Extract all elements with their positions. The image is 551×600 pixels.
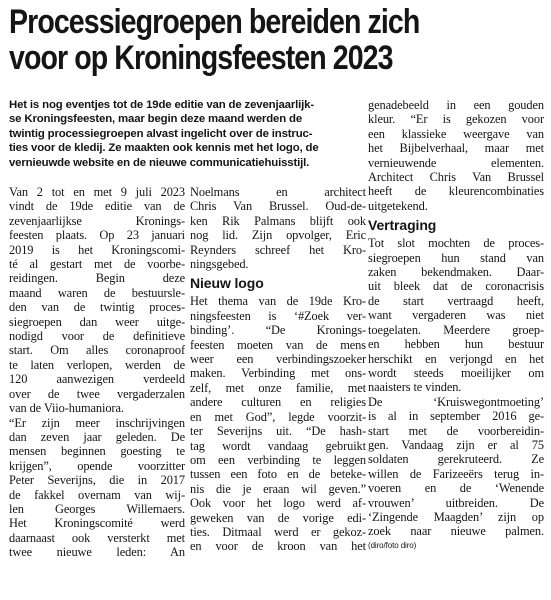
body-line: reidingen. Begin deze xyxy=(9,271,185,286)
article-column-2 xyxy=(190,185,366,554)
body-line: tag wordt vandaag gebruikt xyxy=(190,438,366,453)
body-line: vindt de 19de editie van de xyxy=(9,199,185,214)
body-line: dan zeven jaar geleden. De xyxy=(9,429,185,444)
body-line: “Er zijn meer inschrijvingen xyxy=(9,415,185,430)
body-line: Architect Chris Van Brussel xyxy=(368,170,544,185)
lead-line: se Kroningsfeesten, maar begin deze maand werden de xyxy=(9,113,303,126)
body-line: maken. Verbinding met ons- xyxy=(190,366,366,381)
body-line: binding’. “De Kronings- xyxy=(190,323,366,338)
body-line: herschikt en verjongd en het xyxy=(368,351,544,366)
body-line: twee nieuwe leden: An xyxy=(9,545,185,560)
body-line: Ook voor het logo werd af- xyxy=(190,496,366,511)
body-line: Van 2 tot en met 9 juli 2023 xyxy=(9,185,185,199)
body-line: len Georges Willemaers. xyxy=(9,501,185,516)
body-line: en met God”, legde voorzit- xyxy=(190,409,366,424)
body-line: tussen een foto en de beteke- xyxy=(190,467,366,482)
body-line: té al gestart met de voorbe- xyxy=(9,257,185,272)
article-headline xyxy=(9,4,463,76)
body-line: naaisters te vinden. xyxy=(368,380,462,395)
body-line: Het thema van de 19de Kro- xyxy=(190,294,366,309)
body-line: Noelmans en architect xyxy=(190,185,366,199)
article-lead xyxy=(9,98,359,170)
body-line: is al in september 2016 ge- xyxy=(368,409,544,424)
body-line: andere culturen en religies xyxy=(190,395,366,410)
body-line: Tot slot mochten de proces- xyxy=(368,236,544,251)
body-line: te laten verlopen, werden de xyxy=(9,357,185,372)
body-line: siegroepen dan weer uitge- xyxy=(9,314,185,329)
subheading-vertraging: Vertraging xyxy=(368,217,437,234)
body-line: ken Rik Palmans blijft ook xyxy=(190,213,366,228)
body-line: vrouwen’ uitbreiden. De xyxy=(368,495,544,510)
body-line: feesten moeten van de mens xyxy=(190,337,366,352)
body-line: De ‘Kruiswegontmoeting’ xyxy=(368,394,544,409)
body-line: willen de Farizeeërs terug in- xyxy=(368,466,544,481)
body-line: geweken van de vorige edi- xyxy=(190,510,366,525)
body-line: daarnaast ook versterkt met xyxy=(9,530,185,545)
body-line: van de Viio-humaniora. xyxy=(9,401,124,416)
body-line: ties. Ditmaal werd er gekoz- xyxy=(190,524,366,539)
body-line: Peter Severijns, die in 2017 xyxy=(9,473,185,488)
body-line: 120 aanwezigen verdeeld xyxy=(9,372,185,387)
body-line: een klassieke weergave van xyxy=(368,126,544,141)
body-line: ningsfeesten is ‘#Zoek ver- xyxy=(190,308,366,323)
body-line: vernieuwende elementen. xyxy=(368,155,544,170)
body-line: nog lid. Zijn opvolger, Eric xyxy=(190,228,366,243)
body-line: ter Severijns uit. “De hash- xyxy=(190,424,366,439)
lead-line: twintig processiegroepen alvast ingelicht over de instruc- xyxy=(9,127,313,140)
body-line: en voor de kroon van het xyxy=(190,539,366,554)
body-line: kleur. “Er is gekozen voor xyxy=(368,112,544,127)
body-line: Reynders schreef het Kro- xyxy=(190,242,366,257)
body-line: uitgetekend. xyxy=(368,198,428,213)
body-line: de fakkel overnam van wij- xyxy=(9,487,185,502)
body-line: weer een verbindingszoeker xyxy=(190,352,366,367)
body-line: voeren en de ‘Wenende xyxy=(368,481,544,496)
body-line: want vergaderen was niet xyxy=(368,308,544,323)
body-line: om een verbinding te leggen xyxy=(190,452,366,467)
body-line: heeft de kleurencombinaties xyxy=(368,184,544,199)
body-line: 2019 is het Kroningscomi- xyxy=(9,242,185,257)
headline-line: voor op Kroningsfeesten 2023 xyxy=(9,39,393,77)
body-line: krijgen”, opende voorzitter xyxy=(9,458,185,473)
body-line: gen. Vandaag zijn er al 75 xyxy=(368,437,544,452)
body-line: uit bleek dat de coronacrisis xyxy=(368,279,544,294)
body-line: nodigd voor de definitieve xyxy=(9,329,185,344)
body-line: siegroepen hun stand van xyxy=(368,250,544,265)
body-line: het Bijbelverhaal, maar met xyxy=(368,141,544,156)
lead-line: vernieuwde website en de nieuwe communicatiehuisstijl. xyxy=(9,156,310,169)
article-column-1 xyxy=(9,185,185,560)
body-line: soldaten gerekruteerd. Ze xyxy=(368,452,544,467)
body-line: zaken bekendmaken. Daar- xyxy=(368,265,544,280)
body-line: nis die je eraan wil geven.” xyxy=(190,481,366,496)
lead-line: ties voor de kledij. Ze maakten ook kennis met het logo, de xyxy=(9,142,319,155)
body-line: feesten plaats. Op 23 januari xyxy=(9,228,185,243)
subheading-nieuw-logo: Nieuw logo xyxy=(190,275,264,292)
body-line: zevenjaarlijkse Kronings- xyxy=(9,213,185,228)
headline-line: Processiegroepen bereiden zich xyxy=(9,3,420,41)
body-line: wordt steeds moeilijker om xyxy=(368,365,544,380)
body-line: Chris Van Brussel. Oud-de- xyxy=(190,199,366,214)
body-line: ningsgebed. xyxy=(190,257,249,272)
photo-credit: (diro/foto diro) xyxy=(368,540,417,550)
body-line: ‘Zingende Maagden’ zijn op xyxy=(368,509,544,524)
body-line: start met de voorbereidin- xyxy=(368,423,544,438)
body-line: de start vertraagd heeft, xyxy=(368,293,544,308)
article-column-3 xyxy=(368,98,544,553)
body-line: toegelaten. Meerdere groep- xyxy=(368,322,544,337)
body-line: start. Om alles coronaproof xyxy=(9,343,185,358)
body-line: Het Kroningscomité werd xyxy=(9,516,185,531)
body-line: genadebeeld in een gouden xyxy=(368,98,544,112)
lead-line: Het is nog eventjes tot de 19de editie van de zevenjaarlijk- xyxy=(9,99,314,111)
body-line: en hebben hun bestuur xyxy=(368,337,544,352)
body-line: zelf, met onze familie, met xyxy=(190,380,366,395)
body-line: den van de twintig proces- xyxy=(9,300,185,315)
body-line: maand waren de bestuursle- xyxy=(9,285,185,300)
body-line: zoek naar nieuwe palmen. xyxy=(368,524,544,539)
body-line: mensen beginnen goesting te xyxy=(9,444,185,459)
body-line: over de twee vergaderzalen xyxy=(9,386,185,401)
